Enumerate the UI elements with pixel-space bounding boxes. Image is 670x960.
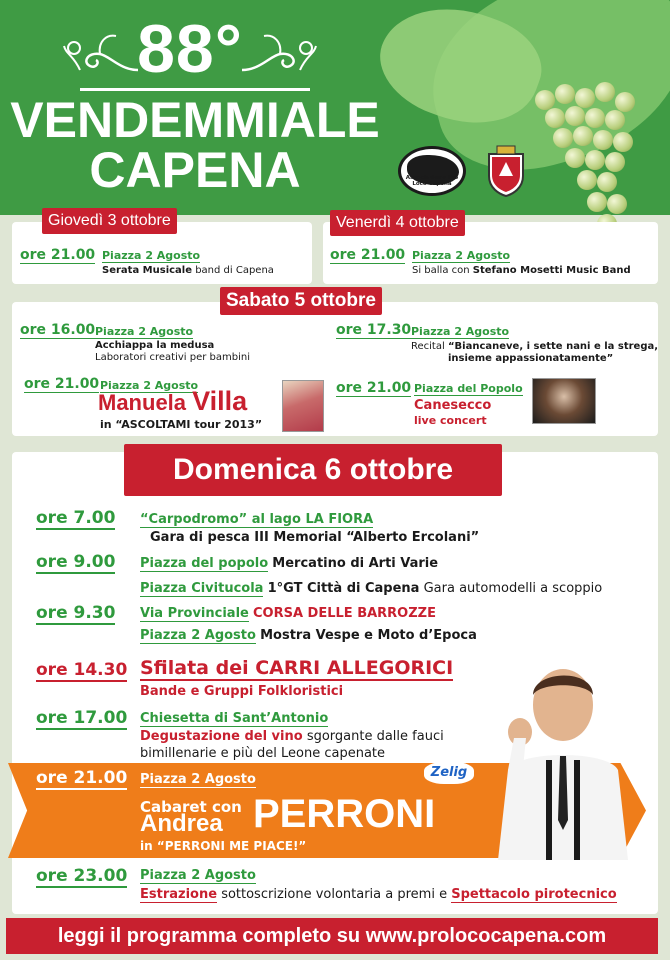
- band-subtitle: live concert: [414, 414, 487, 427]
- event-title: 1°GT Città di Capena: [267, 581, 420, 596]
- event-time: ore 9.00: [36, 552, 116, 572]
- event-description: [140, 606, 436, 621]
- event-time: ore 21.00: [336, 380, 412, 396]
- sunday-label: Domenica 6 ottobre: [124, 444, 502, 496]
- event-location: Via Provinciale: [140, 606, 249, 621]
- thursday-label: Giovedì 3 ottobre: [42, 208, 177, 234]
- pro-loco-logo: [398, 146, 466, 196]
- event-location: Piazza del Popolo: [414, 382, 523, 395]
- artist-first-name: Manuela: [98, 390, 187, 415]
- title-divider: [80, 88, 310, 91]
- event-time: ore 21.00: [36, 768, 128, 788]
- event-location: Piazza 2 Agosto: [140, 868, 256, 883]
- event-description: [412, 265, 631, 276]
- show-title: in “PERRONI ME PIACE!”: [140, 839, 307, 853]
- event-title: VENDEMMIALE: [10, 92, 380, 148]
- event-prefix: Si balla con: [412, 265, 470, 276]
- saturday-label: Sabato 5 ottobre: [220, 287, 382, 315]
- town-crest-icon: [483, 142, 529, 198]
- friday-label: Venerdì 4 ottobre: [330, 210, 465, 236]
- event-time: ore 17.30: [336, 322, 412, 338]
- artist-photo: [282, 380, 324, 432]
- event-detail: Gara automodelli a scoppio: [423, 581, 603, 596]
- edition-number: 88°: [137, 11, 243, 87]
- event-time: ore 14.30: [36, 660, 128, 680]
- event-location: Chiesetta di Sant’Antonio: [140, 711, 329, 726]
- event-location: Piazza 2 Agosto: [95, 325, 194, 338]
- event-time: ore 7.00: [36, 508, 116, 528]
- performer-photo: [468, 660, 658, 860]
- event-location: Piazza 2 Agosto: [412, 249, 511, 262]
- event-location: Piazza 2 Agosto: [140, 628, 256, 643]
- event-title: Estrazione: [140, 887, 218, 902]
- event-description: [140, 729, 444, 744]
- artist-tour: in “ASCOLTAMI tour 2013”: [100, 418, 263, 431]
- event-location: Piazza 2 Agosto: [102, 249, 201, 262]
- event-title-cont: insieme appassionatamente”: [448, 353, 614, 364]
- event-description: [102, 265, 274, 276]
- event-time: ore 21.00: [330, 247, 406, 263]
- event-title: Stefano Mosetti Music Band: [472, 265, 631, 276]
- event-title: Serata Musicale: [102, 265, 193, 276]
- cabaret-label: Cabaret con: [140, 798, 242, 816]
- event-time: ore 21.00: [24, 376, 100, 392]
- event-description: [140, 581, 602, 596]
- event-time: ore 21.00: [20, 247, 96, 263]
- event-location: Piazza del popolo: [140, 556, 269, 571]
- event-location: Piazza Civitucola: [140, 581, 264, 596]
- event-location: Piazza 2 Agosto: [140, 772, 256, 787]
- event-location: Piazza 2 Agosto: [100, 379, 199, 392]
- band-photo: [532, 378, 596, 424]
- event-description: [140, 887, 617, 902]
- event-detail: sgorgante dalle fauci: [306, 729, 444, 744]
- event-title: Degustazione del vino: [140, 729, 303, 744]
- event-description: [140, 556, 438, 571]
- event-title: “Biancaneve, i sette nani e la strega,: [447, 341, 659, 352]
- event-time: ore 17.00: [36, 708, 128, 728]
- event-title-2: Spettacolo pirotecnico: [451, 887, 617, 902]
- website-footer[interactable]: leggi il programma completo su www.prolococapena.com: [6, 918, 658, 954]
- performer-last-name: PERRONI: [253, 792, 436, 836]
- event-description: Laboratori creativi per bambini: [95, 352, 251, 363]
- performer-first-name: Andrea: [140, 810, 223, 837]
- event-description: [411, 341, 658, 352]
- event-time: ore 23.00: [36, 866, 128, 886]
- event-title: Sfilata dei CARRI ALLEGORICI: [140, 657, 454, 679]
- event-location: Piazza 2 Agosto: [411, 325, 510, 338]
- event-time: ore 9.30: [36, 603, 116, 623]
- logo-text: Associazione Pro Loco Capena: [405, 175, 459, 187]
- event-description: Gara di pesca III Memorial “Alberto Ercolani”: [150, 530, 480, 545]
- event-title: Mostra Vespe e Moto d’Epoca: [260, 628, 477, 643]
- event-title: Mercatino di Arti Varie: [272, 556, 439, 571]
- artist-last-name: Villa: [192, 386, 248, 416]
- artist-name: [98, 386, 247, 417]
- event-prefix: Recital: [411, 341, 445, 352]
- event-detail-cont: bimillenarie e più del Leone capenate: [140, 746, 386, 761]
- event-location: “Carpodromo” al lago LA FIORA: [140, 512, 374, 527]
- event-title: CORSA DELLE BARROZZE: [253, 606, 436, 621]
- event-title: Acchiappa la medusa: [95, 340, 215, 351]
- event-detail: sottoscrizione volontaria a premi e: [221, 887, 448, 902]
- event-subtitle: Bande e Gruppi Folkloristici: [140, 684, 344, 699]
- band-name: Canesecco: [414, 398, 492, 413]
- town-title: CAPENA: [89, 142, 301, 198]
- event-detail: band di Capena: [195, 265, 274, 276]
- zelig-badge: Zelig: [424, 762, 474, 784]
- event-description: [140, 628, 477, 643]
- event-time: ore 16.00: [20, 322, 96, 338]
